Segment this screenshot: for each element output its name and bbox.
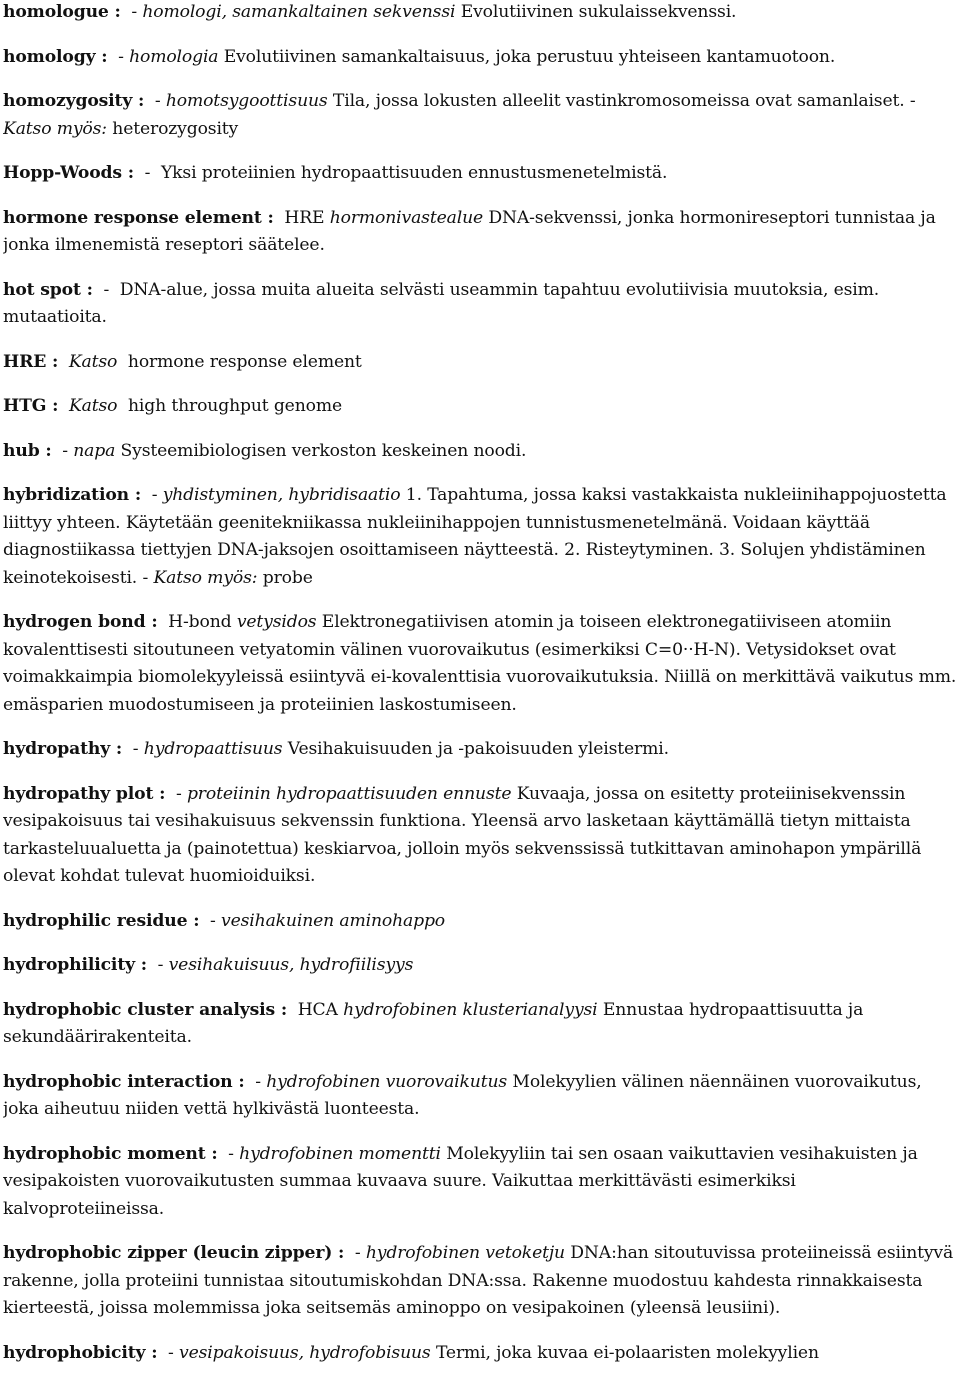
glossary-entry-hydrophobic-zipper	[3, 1240, 960, 1323]
entry-finnish: proteiinin hydropaattisuuden ennuste	[186, 783, 512, 804]
entry-finnish: vetysidos	[236, 612, 317, 632]
entry-dash: -	[255, 1071, 261, 1092]
glossary-entry-htg	[3, 393, 960, 421]
entry-finnish: hydrofobinen vuorovaikutus	[266, 1071, 508, 1092]
entry-finnish: hydropaattisuus	[143, 739, 283, 759]
entry-finnish: hormonivastealue	[329, 207, 484, 228]
entry-finnish: homologia	[129, 46, 219, 67]
entry-dash: -	[103, 279, 110, 300]
entry-finnish: vesipakoisuus, hydrofobisuus	[179, 1342, 431, 1363]
entry-dash: -	[228, 1143, 234, 1164]
see-link[interactable]: hormone response element	[127, 351, 362, 372]
see-also-label: Katso myös:	[3, 118, 107, 139]
entry-dash: -	[62, 440, 68, 461]
entry-definition: Elektronegatiivisen atomin ja toiseen elektronegatiiviseen atomiin kovalenttisesti sitoutuneen vetyatomin välinen vuorovaikutus (esimerkiksi C=0··H-N). Vetysidokset ovat voimakkaimpia biomolekyyleissä esiintyvä ei-kovalenttisia vuorovaikutuksia. Niillä on merkittävä vaikutus mm. emäsparien muodostumiseen ja proteiinien laskostumiseen.	[3, 612, 957, 715]
entry-definition: Evolutiivinen sukulaissekvenssi.	[460, 2, 737, 22]
entry-term: homologue :	[3, 2, 121, 22]
entry-term: hydropathy :	[3, 739, 123, 759]
entry-term: HTG :	[3, 396, 59, 416]
entry-term: hydrophobic interaction :	[3, 1071, 245, 1092]
entry-finnish: yhdistyminen, hybridisaatio	[162, 485, 401, 505]
entry-term: hydropathy plot :	[3, 783, 166, 804]
see-also-dash: -	[142, 567, 149, 588]
entry-dash: -	[132, 739, 139, 759]
entry-dash: -	[154, 91, 161, 111]
glossary-entry-homology	[3, 44, 960, 72]
entry-finnish: hydrofobinen klusterianalyysi	[343, 999, 598, 1020]
entry-abbreviation: HCA	[297, 999, 338, 1020]
entry-finnish: hydrofobinen vetoketju	[365, 1243, 565, 1263]
see-also-link[interactable]: heterozygosity	[112, 118, 239, 139]
entry-dash: -	[144, 163, 151, 183]
entry-finnish: homotsygoottisuus	[165, 91, 328, 111]
glossary-entry-hydrophilicity	[3, 952, 960, 980]
entry-definition: DNA:han sitoutuvissa proteiineissä esiintyvä rakenne, jolla proteiini tunnistaa sitoutumiskohdan DNA:ssa. Rakenne muodostuu kahdesta rinnakkaisesta kierteestä, joissa molemmissa joka seitsemäs aminoppo on vesipakoinen (yleensä leusiini).	[3, 1243, 954, 1318]
glossary-page	[3, 0, 960, 1389]
entry-term: hydrophilicity :	[3, 955, 147, 975]
entry-definition: DNA-sekvenssi, jonka hormonireseptori tunnistaa ja jonka ilmenemistä reseptori säätelee.	[3, 207, 936, 255]
glossary-entry-hydrophobicity	[3, 1340, 960, 1368]
entry-dash: -	[168, 1342, 174, 1363]
glossary-entry-hydrophobic-cluster-analysis	[3, 997, 960, 1052]
see-label: Katso	[68, 351, 118, 372]
entry-definition: Ennustaa hydropaattisuutta ja sekundäärirakenteita.	[3, 999, 864, 1047]
entry-term: hot spot :	[3, 279, 93, 300]
entry-term: hub :	[3, 440, 52, 461]
entry-term: hydrophobic cluster analysis :	[3, 999, 288, 1020]
glossary-entry-hub	[3, 438, 960, 466]
entry-definition: DNA-alue, jossa muita alueita selvästi useammin tapahtuu evolutiivisia muutoksia, esim. mutaatioita.	[3, 279, 880, 327]
entry-term: hydrogen bond :	[3, 612, 158, 632]
entry-definition: Yksi proteiinien hydropaattisuuden ennustusmenetelmistä.	[160, 163, 668, 183]
entry-term: homozygosity :	[3, 91, 145, 111]
entry-term: homology :	[3, 46, 108, 67]
entry-dash: -	[118, 46, 124, 67]
entry-term: hydrophobic zipper (leucin zipper) :	[3, 1243, 345, 1263]
glossary-entry-hydropathy-plot	[3, 781, 960, 891]
entry-definition: Molekyyliin tai sen osaan vaikuttavien vesihakuisten ja vesipakoisten vuorovaikutusten summaa kuvaava suure. Vaikuttaa merkittävästi esimerkiksi kalvoproteiineissa.	[3, 1143, 918, 1219]
glossary-entry-hre	[3, 349, 960, 377]
glossary-entry-homozygosity	[3, 88, 960, 143]
entry-definition: Kuvaaja, jossa on esitetty proteiinisekvenssin vesipakoisuus tai vesihakuisuus sekvenssin funktiona. Yleensä arvo lasketaan käyttämällä tietyn mittaista tarkasteluualuetta ja (painotettua) keskiarvoa, jolloin myös sekvenssissä tutkittavan aminohapon ympärillä olevat kohdat tulevat huomioiduiksi.	[3, 783, 922, 886]
entry-term: hydrophobic moment :	[3, 1143, 218, 1164]
entry-definition: Vesihakuisuuden ja -pakoisuuden yleistermi.	[287, 739, 669, 759]
entry-definition: Molekyylien välinen näennäinen vuorovaikutus, joka aiheutuu niiden vettä hylkivästä luonteesta.	[3, 1071, 922, 1119]
entry-dash: -	[131, 2, 138, 22]
entry-term: hybridization :	[3, 485, 142, 505]
glossary-entry-hybridization	[3, 482, 960, 592]
see-also-label: Katso myös:	[153, 567, 258, 588]
glossary-entry-homologue	[3, 0, 960, 27]
entry-definition: Tila, jossa lokusten alleelit vastinkromosomeissa ovat samanlaiset.	[332, 91, 905, 111]
glossary-entry-hydrophobic-interaction	[3, 1069, 960, 1124]
entry-dash: -	[157, 955, 164, 975]
entry-finnish: napa	[73, 440, 116, 461]
entry-finnish: vesihakuisuus, hydrofiilisyys	[168, 955, 414, 975]
glossary-entry-hydropathy	[3, 736, 960, 764]
entry-term: Hopp-Woods :	[3, 163, 134, 183]
entry-dash: -	[354, 1243, 361, 1263]
entry-definition: Systeemibiologisen verkoston keskeinen noodi.	[120, 440, 527, 461]
see-label: Katso	[68, 396, 118, 416]
entry-definition: Termi, joka kuvaa ei-polaaristen molekyylien	[435, 1342, 819, 1363]
entry-abbreviation: H-bond	[168, 612, 232, 632]
see-also-dash: -	[909, 91, 916, 111]
entry-term: hormone response element :	[3, 207, 274, 228]
entry-term: hydrophobicity :	[3, 1342, 158, 1363]
glossary-entry-hot-spot	[3, 277, 960, 332]
entry-term: HRE :	[3, 351, 59, 372]
entry-finnish: vesihakuinen aminohappo	[221, 910, 445, 931]
entry-dash: -	[151, 485, 158, 505]
glossary-entry-hydrophobic-moment	[3, 1141, 960, 1224]
entry-finnish: homologi, samankaltainen sekvenssi	[142, 2, 456, 22]
see-link[interactable]: high throughput genome	[128, 396, 342, 416]
glossary-entry-hydrogen-bond	[3, 609, 960, 719]
entry-dash: -	[210, 910, 216, 931]
entry-term: hydrophilic residue :	[3, 910, 200, 931]
glossary-entry-hopp-woods	[3, 160, 960, 188]
entry-definition: 1. Tapahtuma, jossa kaksi vastakkaista nukleiinihappojuostetta liittyy yhteen. Käytetään geenitekniikassa nukleiinihappojen tunnistusmenetelmänä. Voidaan käyttää diagnostiikassa tiettyjen DNA-jaksojen osoittamiseen näytteestä. 2. Risteytyminen. 3. Solujen yhdistäminen keinotekoisesti.	[3, 485, 947, 588]
entry-abbreviation: HRE	[284, 207, 325, 228]
glossary-entry-hormone-response-element	[3, 205, 960, 260]
entry-finnish: hydrofobinen momentti	[239, 1143, 441, 1164]
entry-definition: Evolutiivinen samankaltaisuus, joka perustuu yhteiseen kantamuotoon.	[223, 46, 836, 67]
entry-dash: -	[175, 783, 182, 804]
see-also-link[interactable]: probe	[262, 567, 313, 588]
glossary-entry-hydrophilic-residue	[3, 908, 960, 936]
